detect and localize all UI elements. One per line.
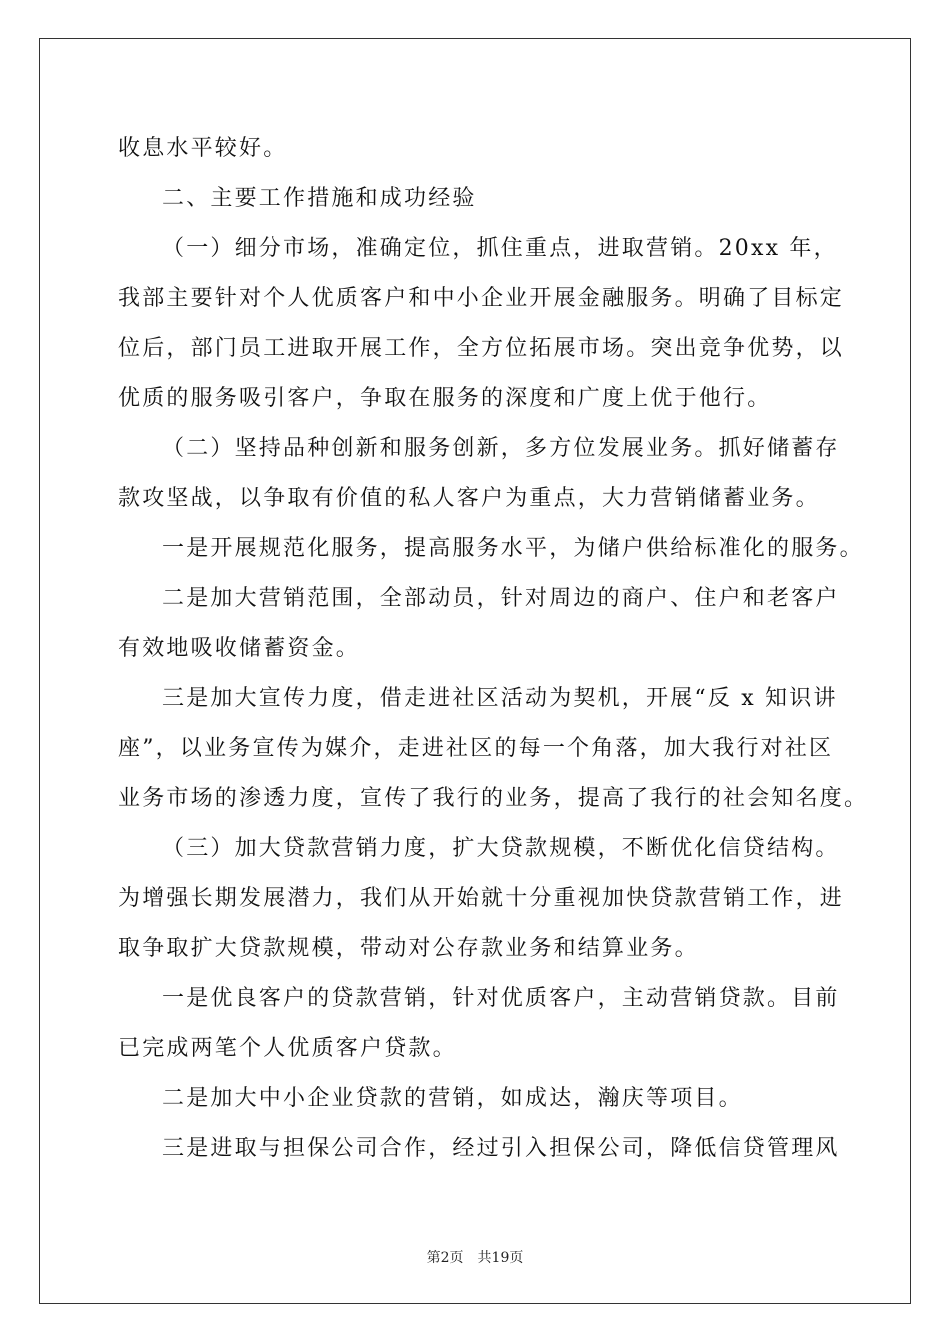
text-line: 我部主要针对个人优质客户和中小企业开展金融服务。明确了目标定 [118, 286, 845, 311]
text-line: （一）细分市场，准确定位，抓住重点，进取营销。20xx 年， [162, 236, 838, 261]
text-line: 取争取扩大贷款规模，带动对公存款业务和结算业务。 [118, 936, 699, 961]
text-line: 一是开展规范化服务，提高服务水平，为储户供给标准化的服务。 [162, 536, 864, 561]
text-line: 三是加大宣传力度，借走进社区活动为契机，开展“反 x 知识讲 [162, 686, 838, 711]
text-line: 有效地吸收储蓄资金。 [118, 636, 361, 661]
text-line: 收息水平较好。 [118, 136, 288, 161]
section-heading: 二、主要工作措施和成功经验 [162, 186, 477, 211]
text-line: 已完成两笔个人优质客户贷款。 [118, 1036, 457, 1061]
text-line: 款攻坚战，以争取有价值的私人客户为重点，大力营销储蓄业务。 [118, 486, 820, 511]
text-line: （二）坚持品种创新和服务创新，多方位发展业务。抓好储蓄存 [162, 436, 840, 461]
text-line: 二是加大中小企业贷款的营销，如成达，瀚庆等项目。 [162, 1086, 743, 1111]
text-line: 位后，部门员工进取开展工作，全方位拓展市场。突出竞争优势，以 [118, 336, 845, 361]
text-line: （三）加大贷款营销力度，扩大贷款规模，不断优化信贷结构。 [162, 836, 840, 861]
text-line: 业务市场的渗透力度，宣传了我行的业务，提高了我行的社会知名度。 [118, 786, 869, 811]
text-line: 三是进取与担保公司合作，经过引入担保公司，降低信贷管理风 [162, 1136, 840, 1161]
text-line: 优质的服务吸引客户，争取在服务的深度和广度上优于他行。 [118, 386, 772, 411]
text-line: 座”，以业务宣传为媒介，走进社区的每一个角落，加大我行对社区 [118, 736, 834, 761]
page-total: 共19页 [477, 1250, 524, 1266]
text-line: 一是优良客户的贷款营销，针对优质客户，主动营销贷款。目前 [162, 986, 840, 1011]
text-line: 为增强长期发展潜力，我们从开始就十分重视加快贷款营销工作，进 [118, 886, 845, 911]
text-line: 二是加大营销范围，全部动员，针对周边的商户、住户和老客户 [162, 586, 840, 611]
document-body [118, 124, 869, 1174]
page-number: 第2页 [426, 1250, 464, 1266]
page-footer [0, 1247, 950, 1267]
